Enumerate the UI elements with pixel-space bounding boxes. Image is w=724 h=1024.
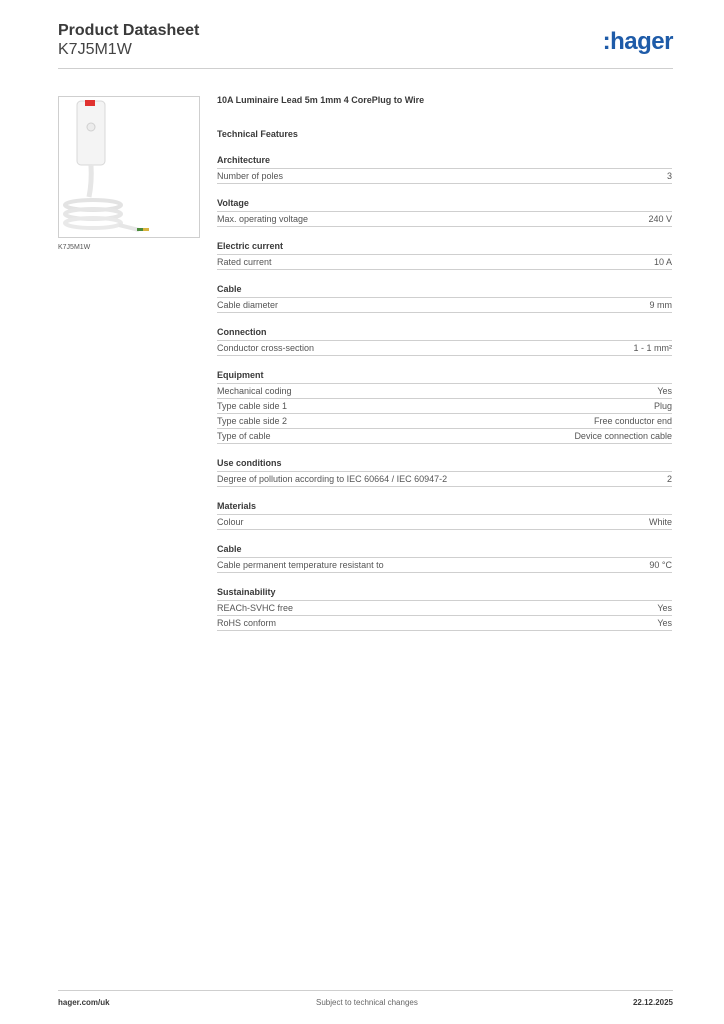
spec-value: Yes bbox=[657, 386, 672, 396]
spec-row bbox=[217, 616, 672, 631]
spec-value: 10 A bbox=[653, 257, 672, 267]
spec-row bbox=[217, 515, 672, 530]
section-connection bbox=[217, 327, 672, 356]
section-sustainability bbox=[217, 587, 672, 631]
spec-row bbox=[217, 384, 672, 399]
spec-label: Type cable side 2 bbox=[217, 416, 288, 426]
product-code: K7J5M1W bbox=[58, 41, 132, 58]
footer-website-link[interactable]: hager.com/uk bbox=[58, 998, 110, 1007]
luminaire-lead-illustration bbox=[59, 97, 199, 237]
spec-label: Conductor cross-section bbox=[217, 343, 315, 353]
section-materials bbox=[217, 501, 672, 530]
spec-value: Free conductor end bbox=[593, 416, 672, 426]
spec-value: 2 bbox=[666, 474, 672, 484]
section-title: Electric current bbox=[217, 241, 672, 255]
spec-value: Yes bbox=[657, 603, 672, 613]
spec-label: REACh-SVHC free bbox=[217, 603, 294, 613]
spec-label: Number of poles bbox=[217, 171, 284, 181]
section-cable bbox=[217, 284, 672, 313]
header-divider bbox=[58, 68, 673, 69]
spec-row bbox=[217, 169, 672, 184]
hager-logo: :hager bbox=[602, 28, 673, 55]
section-title: Cable bbox=[217, 544, 672, 558]
spec-value: Device connection cable bbox=[574, 431, 672, 441]
spec-label: Type cable side 1 bbox=[217, 401, 288, 411]
spec-label: RoHS conform bbox=[217, 618, 277, 628]
spec-value: 90 °C bbox=[649, 560, 672, 570]
spec-row bbox=[217, 414, 672, 429]
section-use-conditions bbox=[217, 458, 672, 487]
section-title: Sustainability bbox=[217, 587, 672, 601]
section-title: Architecture bbox=[217, 155, 672, 169]
spec-value: 3 bbox=[666, 171, 672, 181]
spec-value: Yes bbox=[657, 618, 672, 628]
spec-label: Colour bbox=[217, 517, 244, 527]
section-title: Materials bbox=[217, 501, 672, 515]
spec-row bbox=[217, 429, 672, 444]
spec-label: Cable diameter bbox=[217, 300, 279, 310]
image-caption: K7J5M1W bbox=[58, 244, 91, 251]
footer-date: 22.12.2025 bbox=[632, 998, 673, 1007]
logo-text: hager bbox=[610, 28, 673, 55]
spec-label: Rated current bbox=[217, 257, 272, 267]
spec-label: Cable permanent temperature resistant to bbox=[217, 560, 384, 570]
section-cable-temperature bbox=[217, 544, 672, 573]
spec-row bbox=[217, 399, 672, 414]
section-title: Cable bbox=[217, 284, 672, 298]
spec-value: White bbox=[648, 517, 672, 527]
technical-features-heading: Technical Features bbox=[217, 129, 298, 139]
spec-row bbox=[217, 472, 672, 487]
datasheet-content bbox=[217, 95, 672, 631]
spec-row bbox=[217, 212, 672, 227]
section-title: Connection bbox=[217, 327, 672, 341]
spec-value: 9 mm bbox=[649, 300, 672, 310]
product-image bbox=[58, 96, 200, 238]
spec-value: 240 V bbox=[648, 214, 672, 224]
spec-row bbox=[217, 601, 672, 616]
section-architecture bbox=[217, 155, 672, 184]
product-title: 10A Luminaire Lead 5m 1mm 4 CorePlug to Wire bbox=[217, 95, 425, 105]
spec-row bbox=[217, 341, 672, 356]
section-electric-current bbox=[217, 241, 672, 270]
spec-label: Type of cable bbox=[217, 431, 271, 441]
spec-row bbox=[217, 298, 672, 313]
spec-label: Degree of pollution according to IEC 60664 / IEC 60947-2 bbox=[217, 474, 448, 484]
spec-row bbox=[217, 558, 672, 573]
page-header bbox=[58, 22, 199, 59]
spec-label: Mechanical coding bbox=[217, 386, 292, 396]
section-equipment bbox=[217, 370, 672, 444]
spec-value: 1 - 1 mm² bbox=[633, 343, 672, 353]
section-title: Voltage bbox=[217, 198, 672, 212]
footer-notice: Subject to technical changes bbox=[316, 998, 418, 1007]
section-title: Use conditions bbox=[217, 458, 672, 472]
footer-divider bbox=[58, 990, 673, 991]
spec-row bbox=[217, 255, 672, 270]
spec-value: Plug bbox=[653, 401, 672, 411]
document-title: Product Datasheet bbox=[58, 22, 200, 39]
spec-label: Max. operating voltage bbox=[217, 214, 309, 224]
section-voltage bbox=[217, 198, 672, 227]
section-title: Equipment bbox=[217, 370, 672, 384]
